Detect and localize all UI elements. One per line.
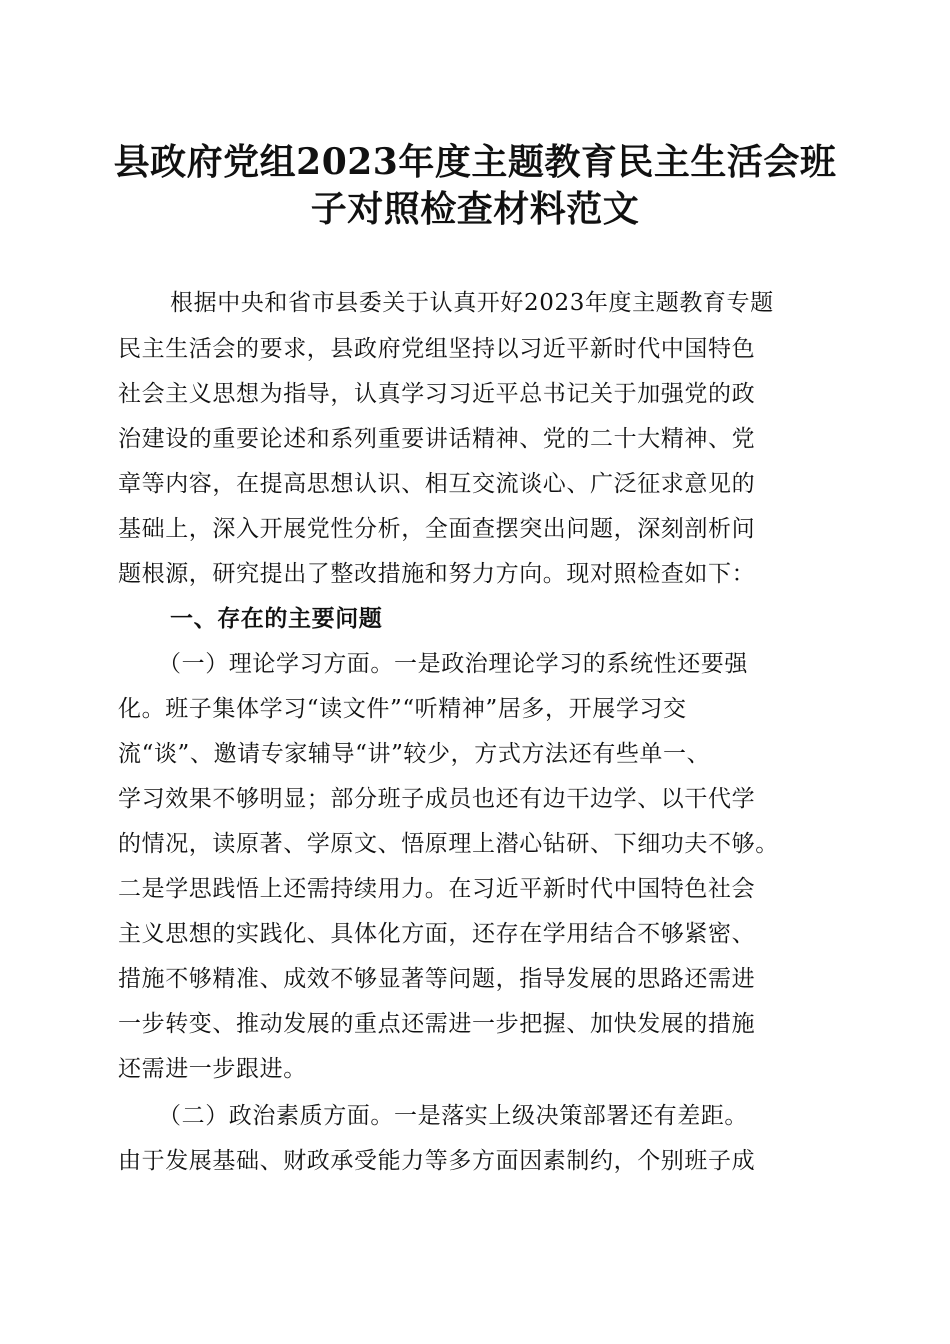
paragraph-line: （二）政治素质方面。一是落实上级决策部署还有差距。 [158,1103,748,1129]
section-heading: 一、存在的主要问题 [170,606,383,632]
paragraph-line: 题根源，研究提出了整改措施和努力方向。现对照检查如下： [118,561,756,587]
document-title-line-1: 县政府党组2023年度主题教育民主生活会班 [113,141,837,183]
paragraph-line: 还需进一步跟进。 [118,1056,307,1082]
paragraph-line: 二是学思践悟上还需持续用力。在习近平新时代中国特色社会 [118,876,756,902]
paragraph-line: 由于发展基础、财政承受能力等多方面因素制约，个别班子成 [118,1148,756,1174]
paragraph-line: 社会主义思想为指导，认真学习习近平总书记关于加强党的政 [118,381,756,407]
paragraph-line: 一步转变、推动发展的重点还需进一步把握、加快发展的措施 [118,1011,756,1037]
paragraph-line: （一）理论学习方面。一是政治理论学习的系统性还要强 [158,651,748,677]
paragraph-line: 主义思想的实践化、具体化方面，还存在学用结合不够紧密、 [118,921,756,947]
paragraph-line: 治建设的重要论述和系列重要讲话精神、党的二十大精神、党 [118,426,756,452]
paragraph-line: 学习效果不够明显；部分班子成员也还有边干边学、以干代学 [118,786,756,812]
document-title-line-2: 子对照检查材料范文 [310,188,640,230]
paragraph-line: 章等内容，在提高思想认识、相互交流谈心、广泛征求意见的 [118,471,756,497]
paragraph-line: 民主生活会的要求，县政府党组坚持以习近平新时代中国特色 [118,336,756,362]
paragraph-line: 措施不够精准、成效不够显著等问题，指导发展的思路还需进 [118,966,756,992]
paragraph-line: 化。班子集体学习“读文件”“听精神”居多，开展学习交 [118,696,687,722]
paragraph-line: 的情况，读原著、学原文、悟原理上潜心钻研、下细功夫不够。 [118,831,779,857]
paragraph-line: 流“谈”、邀请专家辅导“讲”较少，方式方法还有些单一、 [118,741,711,767]
paragraph-line: 基础上，深入开展党性分析，全面查摆突出问题，深刻剖析问 [118,516,756,542]
paragraph-line: 根据中央和省市县委关于认真开好2023年度主题教育专题 [170,290,774,316]
